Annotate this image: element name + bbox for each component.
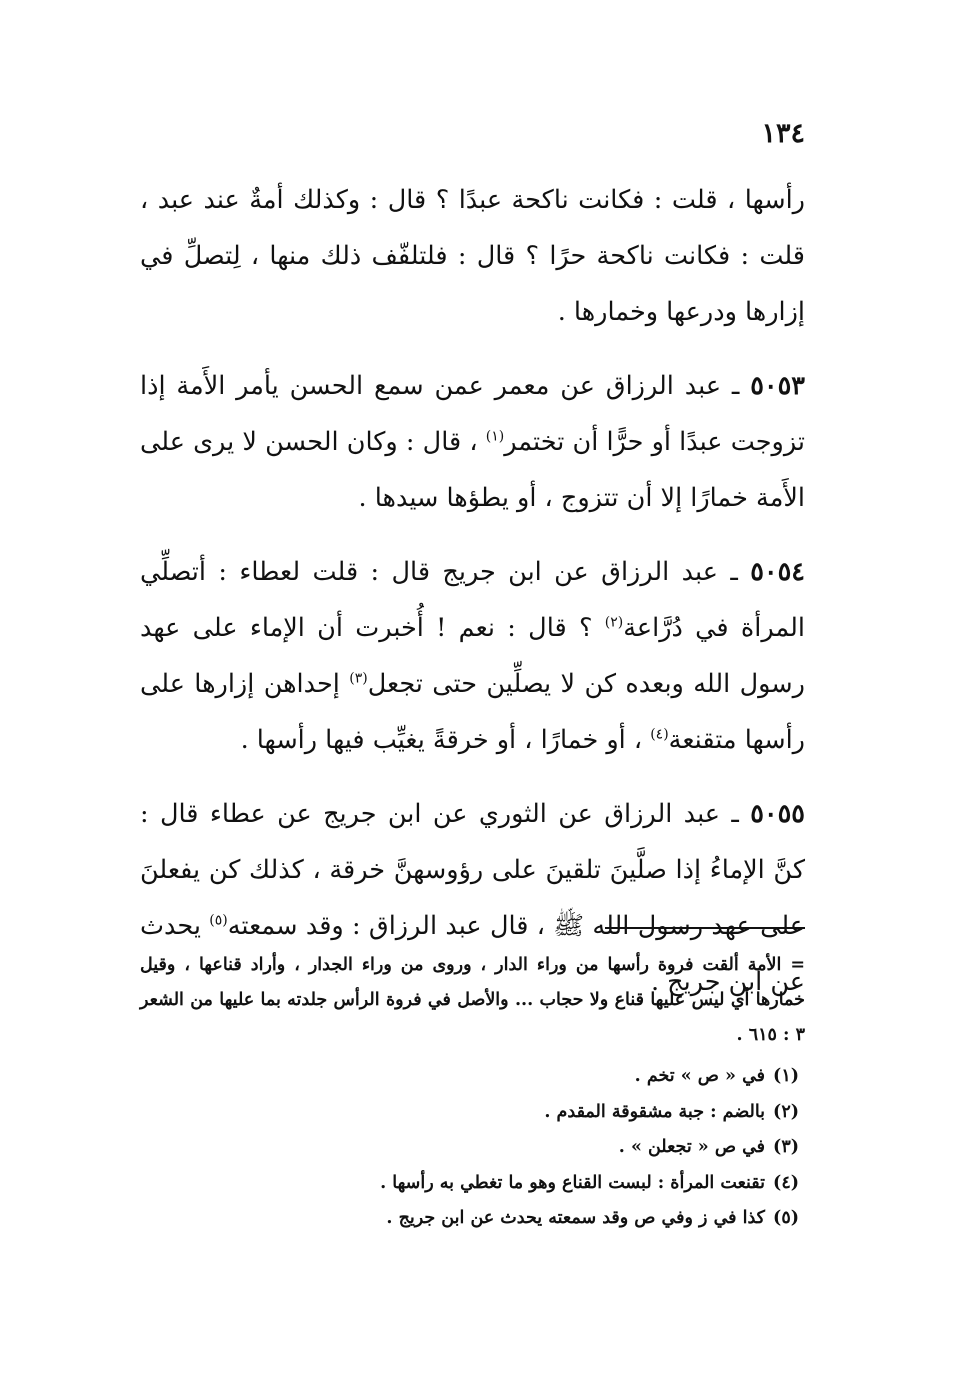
footnote-text: كذا في ز وفي ص وقد سمعته يحدث عن ابن جريج . [386,1208,766,1228]
footnote-number: (٤) [773,1172,799,1193]
paragraph-5054 [140,544,805,768]
footnote-number: (١) [773,1066,799,1086]
footnote-ref[interactable]: (٢) [604,614,624,631]
footnote-item [140,1130,805,1166]
paragraph-text: ، أو خمارًا ، أو خرقةً يغيِّب فيها رأسها . [240,725,651,755]
paragraph-text: عبد الرزاق عن ابن جريج قال : قلت لعطاء : أتصلِّي المرأة في دُرَّاعة [140,557,805,643]
hadith-number: ٥٠٥٥ [750,799,806,829]
footnote-item [140,1166,805,1202]
paragraph-5053 [140,358,805,526]
footnote-number: (٣) [773,1137,799,1157]
paragraph-text: رأسها ، قلت : فكانت ناكحة عبدًا ؟ قال : وكذلك أمةٌ عند عبد ، قلت : فكانت ناكحة حرًا ؟ قال : فلتلفّف ذلك منها ، لِتصلِّ في إزارها ودرعها وخمارها . [140,185,805,327]
paragraph-text: عبد الرزاق عن معمر عمن سمع الحسن يأمر الأَمة إذا تزوجت عبدًا أو حرًّا أن تختمر [140,371,805,457]
hadith-number: ٥٠٥٣ [750,371,806,401]
hadith-number: ٥٠٥٤ [750,557,805,587]
footnotes [140,948,805,1237]
paragraph-text: إحداهن إزارها على رأسها متقنعة [140,669,805,755]
dash: ـ [721,371,740,401]
paragraph-text: ؟ قال : نعم ! أُخبرت أن الإماء على عهد رسول الله وبعده كن لا يصلِّين حتى تجعل [140,613,805,699]
footnote-number: (٥) [773,1208,799,1228]
footnote-ref[interactable]: (٣) [349,670,368,687]
footnote-continuation: = الأمة ألقت فروة رأسها من وراء الدار ، وروى من وراء الجدار ، وأراد قناعها ، وقيل خمارها أي ليس عليها قناع ولا حجاب ... والأصل في فروة الرأس جلدته بما عليها من الشعر ٣ : ٦١٥ . [140,955,805,1045]
footnote-text: في « ص » تخم . [634,1066,766,1086]
footnote-ref[interactable]: (١) [485,428,505,445]
footnote-ref[interactable]: (٥) [209,912,228,929]
footnote-text: بالضم : جبة مشقوقة المقدم . [544,1101,766,1122]
footnote-item [140,1095,805,1131]
footnote-text: تقنعت المرأة : لبست القناع وهو ما تغطي به رأسها . [380,1172,766,1193]
dash: ـ [717,557,738,587]
footnote-number: (٢) [773,1101,799,1122]
paragraph-text: يحدث عن ابن جريج . [140,911,805,997]
dash: ـ [719,799,739,829]
footnote-ref[interactable]: (٤) [650,726,669,743]
footnote-separator [605,927,805,929]
footnote-item [140,1059,805,1095]
paragraph-continuation [140,172,805,340]
footnote-text: في ص « تجعلن » . [618,1137,766,1157]
paragraph-text: ، قال : وكان الحسن لا يرى على الأَمة خمارًا إلا أن تتزوج ، أو يطؤها سيدها . [140,427,805,513]
paragraph-text: عبد الرزاق عن الثوري عن ابن جريج عن عطاء قال : كنَّ الإماءُ إذا صلَّينَ تلقينَ على رؤوسهنَّ خرقة ، كذلك كن يفعلنَ على عهد رسول الله ﷺ ، قال عبد الرزاق : وقد سمعته [140,799,805,941]
page-number: ١٣٤ [761,118,805,149]
footnote-item [140,1201,805,1237]
main-text [140,172,805,1028]
